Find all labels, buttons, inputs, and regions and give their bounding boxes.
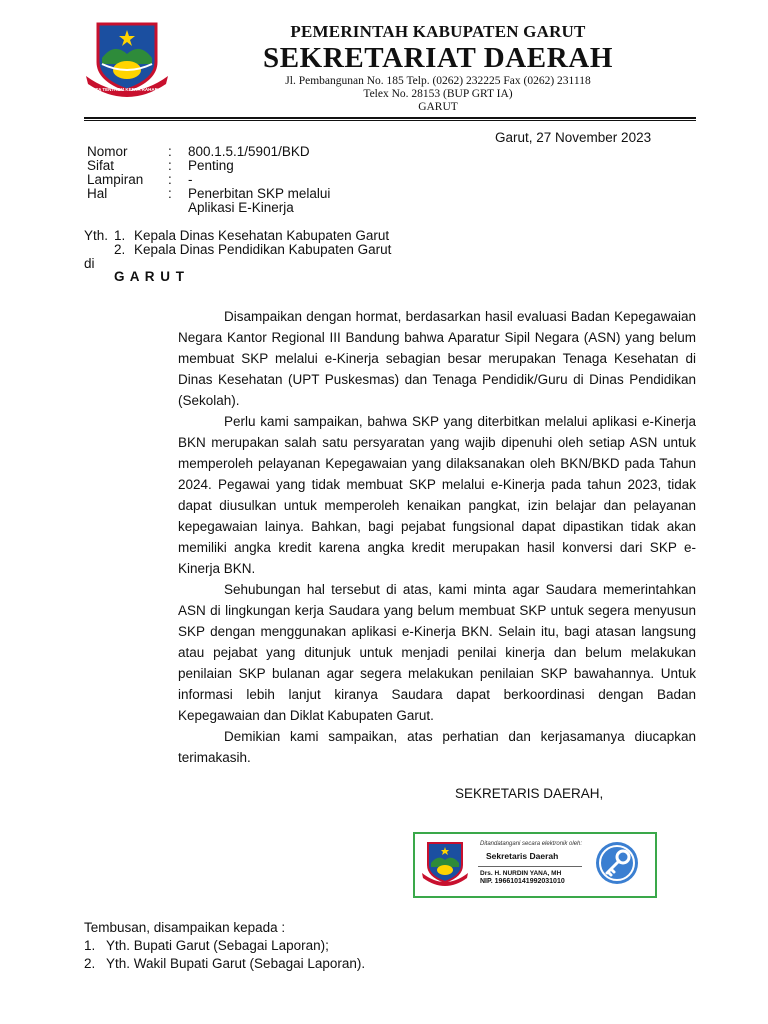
meta-colon: : [168,158,172,173]
meta-label-lampiran: Lampiran [87,172,144,187]
body-paragraph-4: Demikian kami sampaikan, atas perhatian dan kerjasamanya diucapkan terimakasih. [178,729,696,765]
letterhead-government: PEMERINTAH KABUPATEN GARUT [290,22,586,41]
meta-value-hal-cont: Aplikasi E-Kinerja [188,200,294,215]
stamp-signer-name: Drs. H. NURDIN YANA, MH [480,870,562,877]
letterhead-address: Jl. Pembangunan No. 185 Telp. (0262) 232225 Fax (0262) 231118 [285,75,591,87]
bsre-certificate-icon [590,839,644,887]
letter-date: Garut, 27 November 2023 [495,130,652,145]
garut-emblem-small-icon [420,839,470,887]
meta-colon: : [168,144,172,159]
cc-item: Yth. Wakil Bupati Garut (Sebagai Laporan). [106,956,366,971]
meta-label-hal: Hal [87,186,108,201]
letter-body [178,306,696,768]
addressee-yth: Yth. [84,228,109,243]
letterhead-telex: Telex No. 28153 (BUP GRT IA) [363,88,513,100]
letterhead-city: GARUT [418,101,458,113]
addressee-recipient-2: Kepala Dinas Pendidikan Kabupaten Garut [134,242,392,257]
addressee-place: G A R U T [114,269,185,284]
letterhead-rule [84,117,696,119]
signature-title: SEKRETARIS DAERAH, [455,786,604,801]
svg-text:TATA TENTREM KERTA RAHARJA: TATA TENTREM KERTA RAHARJA [90,87,164,92]
meta-value-sifat: Penting [188,158,234,173]
cc-number: 2. [84,956,96,971]
cc-number: 1. [84,938,96,953]
meta-value-nomor: 800.1.5.1/5901/BKD [188,144,310,159]
stamp-divider [478,866,582,867]
stamp-caption: Ditandatangani secara elektronik oleh: [480,841,583,847]
garut-emblem-icon [84,18,170,98]
meta-colon: : [168,186,172,201]
meta-value-hal: Penerbitan SKP melalui [188,186,331,201]
body-paragraph-1: Disampaikan dengan hormat, berdasarkan hasil evaluasi Badan Kepegawaian Negara Kantor Regional III Bandung bahwa Aparatur Sipil Negara (ASN) yang belum membuat SKP melalui e-Kinerja sebagian besar merupakan Tenaga Kesehatan di Dinas Kesehatan (UPT Puskesmas) dan Tenaga Pendidik/Guru di Dinas Pendidikan (Sekolah). [178,309,696,408]
meta-value-lampiran: - [188,172,193,187]
cc-item: Yth. Bupati Garut (Sebagai Laporan); [106,938,329,953]
addressee-number: 2. [114,242,126,257]
letterhead-office: SEKRETARIAT DAERAH [262,42,613,74]
stamp-position: Sekretaris Daerah [486,851,559,861]
addressee-number: 1. [114,228,126,243]
body-paragraph-3: Sehubungan hal tersebut di atas, kami minta agar Saudara memerintahkan ASN di lingkungan kerja Saudara yang belum membuat SKP untuk segera menyusun SKP dengan menggunakan aplikasi e-Kinerja BKN. Selain itu, bagi atasan langsung atau pejabat yang ditunjuk untuk menjadi penilai kinerja dan belum melakukan penilaian SKP bulanan agar segera melakukan penilaian SKP bawahannya. Untuk informasi lebih lanjut kiranya Saudara dapat berkoordinasi dengan Badan Kepegawaian dan Diklat Kabupaten Garut. [178,582,696,723]
stamp-signer-nip: NIP. 196610141992031010 [480,878,565,885]
meta-colon: : [168,172,172,187]
body-paragraph-2: Perlu kami sampaikan, bahwa SKP yang diterbitkan melalui aplikasi e-Kinerja BKN merupakan salah satu persyaratan yang wajib dipenuhi oleh setiap ASN untuk memperoleh pelayanan Kepegawaian yang dilaksanakan oleh BKN/BKD pada Tahun 2024. Pegawai yang tidak membuat SKP melalui e-Kinerja pada tahun 2023, tidak dapat diusulkan untuk memperoleh kenaikan pangkat, izin belajar dan pelayanan kepegawaian lainya. Bahkan, bagi pejabat fungsional dapat dipastikan tidak akan memiliki angka kredit karena angka kredit merupakan hasil konversi dari SKP e-Kinerja BKN. [178,414,696,576]
meta-label-nomor: Nomor [87,144,128,159]
addressee-recipient-1: Kepala Dinas Kesehatan Kabupaten Garut [134,228,390,243]
letterhead-rule-thin [84,120,696,121]
cc-heading: Tembusan, disampaikan kepada : [84,920,286,935]
meta-label-sifat: Sifat [87,158,115,173]
addressee-di: di [84,256,95,271]
